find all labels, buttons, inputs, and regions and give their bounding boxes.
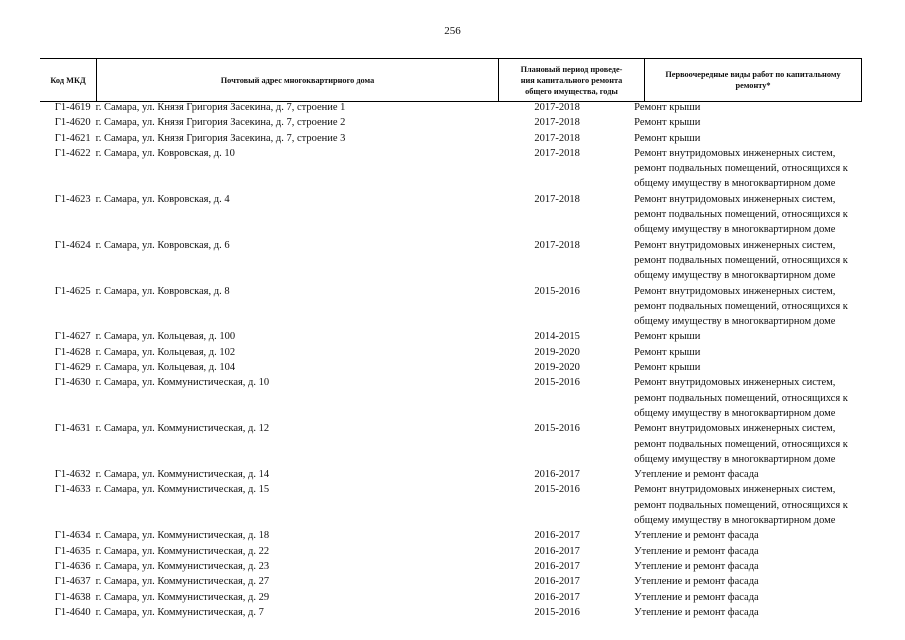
table-row: [40, 375, 862, 421]
row-works-line: Утепление и ремонт фасада: [634, 469, 759, 481]
table-row: [40, 284, 862, 330]
row-code: Г1-4632: [54, 469, 91, 481]
table-row: [40, 146, 862, 192]
row-period: 2019-2020: [534, 362, 580, 374]
row-period: 2016-2017: [534, 576, 580, 588]
table-row: [40, 421, 862, 467]
row-works-line: общему имуществу в многоквартирном доме: [634, 316, 836, 328]
table-row: [40, 329, 862, 344]
row-period: 2015-2016: [534, 606, 580, 618]
row-code: Г1-4633: [54, 484, 91, 496]
row-code: Г1-4629: [54, 362, 91, 374]
row-works-line: Ремонт крыши: [634, 331, 701, 343]
table-header: [40, 58, 862, 102]
row-works: [628, 192, 862, 238]
row-period: 2015-2016: [534, 285, 580, 297]
row-code: Г1-4619: [54, 102, 91, 113]
row-code: Г1-4624: [54, 239, 91, 251]
row-address: г. Самара, ул. Ковровская, д. 6: [95, 239, 230, 251]
row-code: Г1-4623: [54, 193, 91, 205]
table-row: [40, 192, 862, 238]
header-works-line: Первоочередные виды работ по капитальному: [665, 70, 841, 79]
row-code: Г1-4622: [54, 147, 91, 159]
row-works-line: общему имуществу в многоквартирном доме: [634, 270, 836, 282]
row-works-line: Ремонт внутридомовых инженерных систем,: [634, 484, 836, 496]
row-works-line: Ремонт внутридомовых инженерных систем,: [634, 377, 836, 389]
row-works: [628, 482, 862, 528]
row-works-line: ремонт подвальных помещений, относящихся к: [634, 392, 848, 404]
row-works-line: Утепление и ремонт фасада: [634, 545, 759, 557]
row-period: 2017-2018: [534, 132, 580, 144]
row-period: 2016-2017: [534, 560, 580, 572]
row-works-line: ремонт подвальных помещений, относящихся к: [634, 300, 848, 312]
row-works-line: ремонт подвальных помещений, относящихся к: [634, 209, 848, 221]
header-period-line: Плановый период проведе-: [520, 64, 623, 74]
row-works-line: Ремонт внутридомовых инженерных систем,: [634, 239, 836, 251]
row-code: Г1-4640: [54, 606, 91, 618]
row-works-line: ремонт подвальных помещений, относящихся к: [634, 499, 848, 511]
row-period: 2014-2015: [534, 331, 580, 343]
row-address: г. Самара, ул. Князя Григория Засекина, д. 7, строение 1: [95, 102, 346, 113]
header-works: [644, 59, 862, 101]
row-works-line: общему имуществу в многоквартирном доме: [634, 178, 836, 190]
row-works-line: Утепление и ремонт фасада: [634, 591, 759, 603]
table-row: [40, 238, 862, 284]
row-works-line: общему имуществу в многоквартирном доме: [634, 515, 836, 527]
row-address: г. Самара, ул. Ковровская, д. 10: [95, 147, 235, 159]
row-period: 2016-2017: [534, 545, 580, 557]
row-code: Г1-4631: [54, 423, 91, 435]
row-address: г. Самара, ул. Кольцевая, д. 104: [95, 362, 236, 374]
row-works-line: Утепление и ремонт фасада: [634, 530, 759, 542]
row-code: Г1-4628: [54, 346, 91, 358]
row-period: 2015-2016: [534, 423, 580, 435]
table-row: [40, 345, 862, 360]
row-period: 2017-2018: [534, 147, 580, 159]
row-code: Г1-4620: [54, 117, 91, 129]
row-works: [628, 528, 862, 543]
header-address-label: Почтовый адрес многоквартирного дома: [220, 75, 375, 85]
table-row: [40, 467, 862, 482]
row-period: 2016-2017: [534, 530, 580, 542]
row-address: г. Самара, ул. Князя Григория Засекина, д. 7, строение 3: [95, 132, 346, 144]
row-works: [628, 238, 862, 284]
row-works-line: Ремонт крыши: [634, 362, 701, 374]
header-works-line: ремонту*: [735, 81, 771, 90]
table-row: [40, 131, 862, 146]
row-address: г. Самара, ул. Коммунистическая, д. 7: [95, 606, 264, 618]
row-works-line: ремонт подвальных помещений, относящихся к: [634, 438, 848, 450]
row-works: [628, 329, 862, 344]
row-works: [628, 115, 862, 130]
row-address: г. Самара, ул. Кольцевая, д. 100: [95, 331, 236, 343]
row-works: [628, 146, 862, 192]
table-row: [40, 574, 862, 589]
row-address: г. Самара, ул. Коммунистическая, д. 23: [95, 560, 270, 572]
row-code: Г1-4638: [54, 591, 91, 603]
row-period: 2016-2017: [534, 469, 580, 481]
row-address: г. Самара, ул. Коммунистическая, д. 18: [95, 530, 270, 542]
row-works-line: общему имуществу в многоквартирном доме: [634, 407, 836, 419]
table-row: [40, 360, 862, 375]
row-works-line: Ремонт внутридомовых инженерных систем,: [634, 147, 836, 159]
table-row: [40, 100, 862, 115]
row-works-line: Ремонт крыши: [634, 102, 701, 113]
row-code: Г1-4621: [54, 132, 91, 144]
row-works-line: Ремонт крыши: [634, 346, 701, 358]
row-works-line: общему имуществу в многоквартирном доме: [634, 453, 836, 465]
row-works-line: ремонт подвальных помещений, относящихся к: [634, 254, 848, 266]
table-row: [40, 590, 862, 605]
header-period-line: общего имущества, годы: [525, 86, 618, 96]
row-address: г. Самара, ул. Коммунистическая, д. 15: [95, 484, 270, 496]
table-row: [40, 544, 862, 559]
row-period: 2015-2016: [534, 377, 580, 389]
row-period: 2017-2018: [534, 239, 580, 251]
row-works: [628, 100, 862, 115]
row-works-line: Утепление и ремонт фасада: [634, 560, 759, 572]
row-works: [628, 559, 862, 574]
row-works: [628, 131, 862, 146]
row-address: г. Самара, ул. Ковровская, д. 8: [95, 285, 230, 297]
row-period: 2015-2016: [534, 484, 580, 496]
row-code: Г1-4635: [54, 545, 91, 557]
row-address: г. Самара, ул. Коммунистическая, д. 22: [95, 545, 270, 557]
row-address: г. Самара, ул. Князя Григория Засекина, д. 7, строение 2: [95, 117, 346, 129]
row-works-line: Ремонт крыши: [634, 117, 701, 129]
row-address: г. Самара, ул. Кольцевая, д. 102: [95, 346, 236, 358]
row-works: [628, 345, 862, 360]
table-body: [40, 100, 862, 620]
row-period: 2017-2018: [534, 117, 580, 129]
row-works-line: Утепление и ремонт фасада: [634, 576, 759, 588]
row-works-line: Ремонт внутридомовых инженерных систем,: [634, 285, 836, 297]
row-period: 2017-2018: [534, 102, 580, 113]
row-works: [628, 467, 862, 482]
row-address: г. Самара, ул. Ковровская, д. 4: [95, 193, 230, 205]
table-row: [40, 559, 862, 574]
row-works: [628, 375, 862, 421]
row-works: [628, 590, 862, 605]
row-period: 2019-2020: [534, 346, 580, 358]
row-period: 2016-2017: [534, 591, 580, 603]
row-works-line: общему имуществу в многоквартирном доме: [634, 224, 836, 236]
row-works: [628, 544, 862, 559]
header-period-line: ния капитального ремонта: [520, 75, 623, 85]
header-address: [96, 59, 498, 101]
header-code: [40, 59, 96, 101]
row-period: 2017-2018: [534, 193, 580, 205]
row-address: г. Самара, ул. Коммунистическая, д. 10: [95, 377, 270, 389]
row-code: Г1-4630: [54, 377, 91, 389]
table-row: [40, 482, 862, 528]
row-address: г. Самара, ул. Коммунистическая, д. 12: [95, 423, 270, 435]
page-number: 256: [444, 25, 461, 37]
row-works-line: Утепление и ремонт фасада: [634, 606, 759, 618]
row-works-line: Ремонт внутридомовых инженерных систем,: [634, 423, 836, 435]
row-works: [628, 574, 862, 589]
row-works: [628, 605, 862, 620]
table-row: [40, 528, 862, 543]
row-code: Г1-4634: [54, 530, 91, 542]
header-code-label: Код МКД: [50, 75, 86, 85]
row-works-line: ремонт подвальных помещений, относящихся к: [634, 163, 848, 175]
table-row: [40, 605, 862, 620]
row-address: г. Самара, ул. Коммунистическая, д. 14: [95, 469, 270, 481]
row-works: [628, 284, 862, 330]
row-works-line: Ремонт внутридомовых инженерных систем,: [634, 193, 836, 205]
header-period: [498, 59, 644, 101]
row-code: Г1-4625: [54, 285, 91, 297]
row-works: [628, 421, 862, 467]
row-works-line: Ремонт крыши: [634, 132, 701, 144]
row-code: Г1-4637: [54, 576, 91, 588]
row-works: [628, 360, 862, 375]
row-address: г. Самара, ул. Коммунистическая, д. 27: [95, 576, 270, 588]
row-code: Г1-4627: [54, 331, 91, 343]
table-row: [40, 115, 862, 130]
row-code: Г1-4636: [54, 560, 91, 572]
row-address: г. Самара, ул. Коммунистическая, д. 29: [95, 591, 270, 603]
